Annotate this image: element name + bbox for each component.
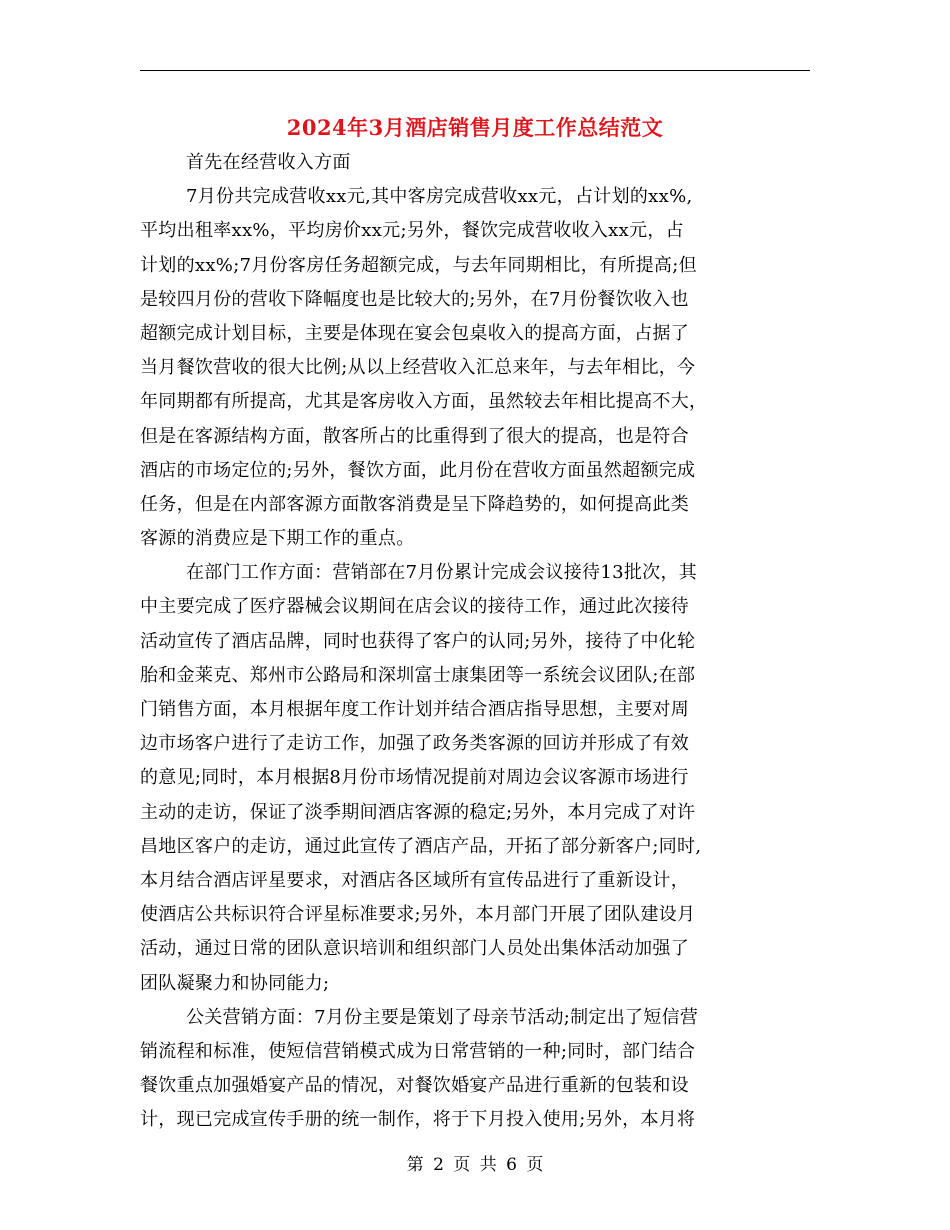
body-text-line: 边市场客户进行了走访工作，加强了政务类客源的回访并形成了有效 (140, 733, 689, 755)
body-text-line: 使酒店公共标识符合评星标准要求;另外，本月部门开展了团队建设月 (140, 904, 696, 926)
body-text-line: 销流程和标准，使短信营销模式成为日常营销的一种;同时，部门结合 (140, 1040, 696, 1062)
body-text-line: 活动，通过日常的团队意识培训和组织部门人员处出集体活动加强了 (140, 938, 689, 960)
body-text-line: 餐饮重点加强婚宴产品的情况，对餐饮婚宴产品进行重新的包装和设 (140, 1075, 689, 1097)
body-text-line: 胎和金莱克、郑州市公路局和深圳富士康集团等一系统会议团队;在部 (140, 664, 696, 686)
document-title: 2024年3月酒店销售月度工作总结范文 (286, 115, 664, 140)
body-text-line: 的意见;同时，本月根据8月份市场情况提前对周边会议客源市场进行 (140, 767, 689, 789)
body-text-line: 首先在经营收入方面 (186, 152, 351, 173)
body-text-line: 平均出租率xx%，平均房价xx元;另外，餐饮完成营收收入xx元，占 (140, 220, 684, 242)
body-text-line: 计，现已完成宣传手册的统一制作，将于下月投入使用;另外，本月将 (140, 1109, 696, 1131)
body-text-line: 本月结合酒店评星要求，对酒店各区域所有宣传品进行了重新设计， (140, 869, 689, 891)
body-text-line: 是较四月份的营收下降幅度也是比较大的;另外，在7月份餐饮收入也 (140, 288, 689, 310)
body-text-line: 中主要完成了医疗器械会议期间在店会议的接待工作，通过此次接待 (140, 596, 689, 618)
body-text-line: 年同期都有所提高，尤其是客房收入方面，虽然较去年相比提高不大， (140, 391, 708, 413)
header-rule (140, 70, 810, 71)
body-text-line: 公关营销方面：7月份主要是策划了母亲节活动;制定出了短信营 (186, 1006, 699, 1028)
body-text-line: 7月份共完成营收xx元,其中客房完成营收xx元，占计划的xx%, (186, 186, 693, 208)
body-text-line: 活动宣传了酒店品牌，同时也获得了客户的认同;另外，接待了中化轮 (140, 630, 696, 652)
document-body (140, 146, 820, 1137)
body-text-line: 超额完成计划目标，主要是体现在宴会包桌收入的提高方面，占据了 (140, 322, 689, 344)
body-text-line: 但是在客源结构方面，散客所占的比重得到了很大的提高，也是符合 (140, 425, 689, 447)
body-text-line: 当月餐饮营收的很大比例;从以上经营收入汇总来年，与去年相比，今 (140, 357, 696, 379)
body-text-line: 酒店的市场定位的;另外，餐饮方面，此月份在营收方面虽然超额完成 (140, 459, 696, 481)
body-text-line: 团队凝聚力和协同能力; (140, 972, 330, 994)
body-text-line: 在部门工作方面：营销部在7月份累计完成会议接待13批次，其 (186, 562, 698, 584)
body-text-line: 门销售方面，本月根据年度工作计划并结合酒店指导思想，主要对周 (140, 699, 689, 720)
body-text-line: 客源的消费应是下期工作的重点。 (140, 528, 415, 550)
body-text-line: 主动的走访，保证了淡季期间酒店客源的稳定;另外，本月完成了对许 (140, 801, 696, 823)
body-text-line: 昌地区客户的走访，通过此宣传了酒店产品，开拓了部分新客户;同时, (140, 835, 702, 857)
page-number-footer: 第 2 页 共 6 页 (406, 1155, 544, 1175)
body-text-line: 任务，但是在内部客源方面散客消费是呈下降趋势的，如何提高此类 (140, 493, 689, 515)
body-text-line: 计划的xx%;7月份客房任务超额完成，与去年同期相比，有所提高;但 (140, 254, 697, 276)
